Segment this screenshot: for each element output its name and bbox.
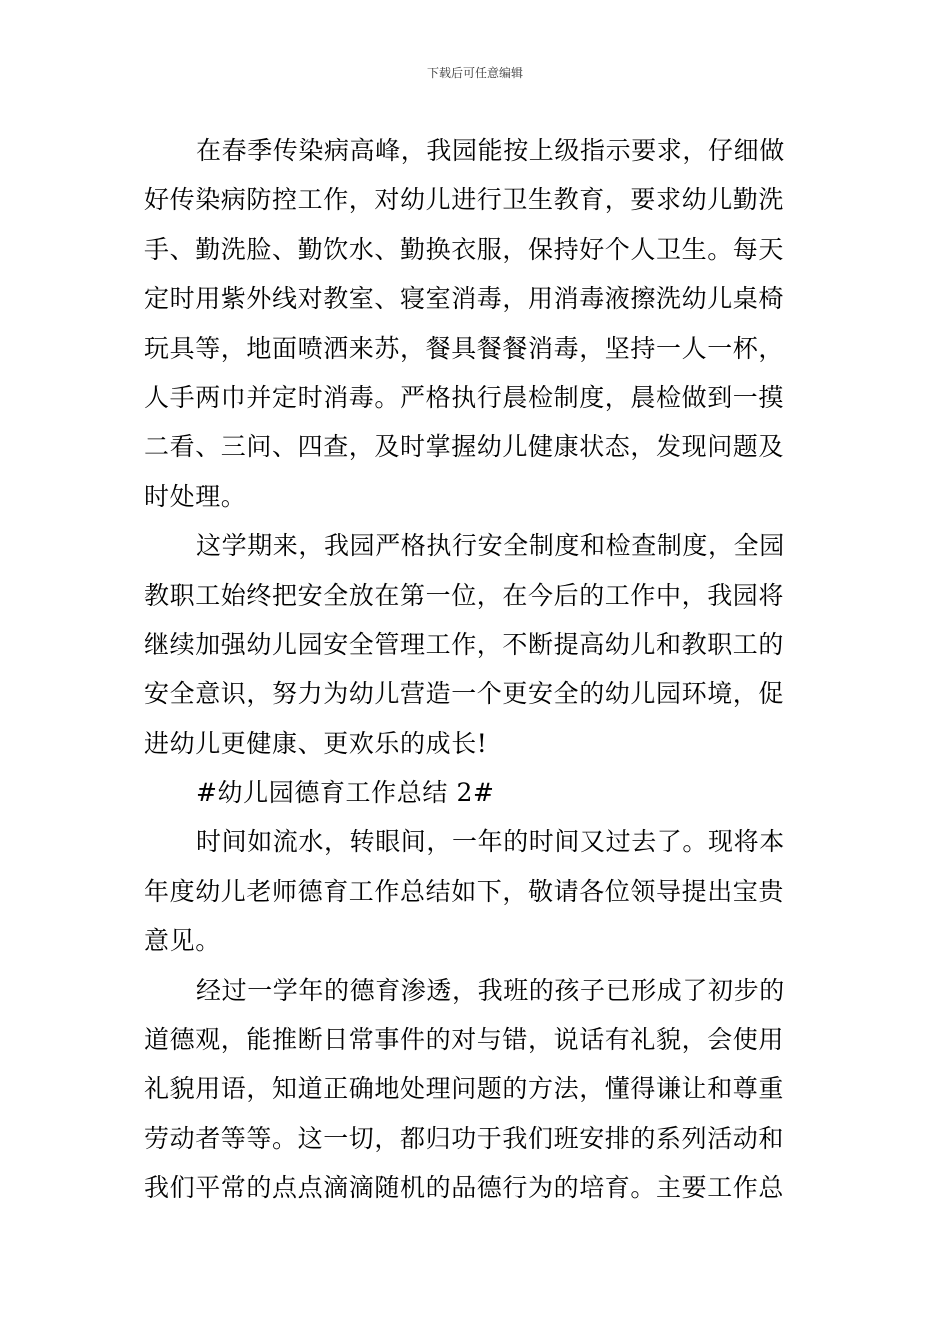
page-header-note: 下载后可任意编辑 <box>426 66 523 80</box>
paragraph-line: 安全意识，努力为幼儿营造一个更安全的幼儿园环境，促 <box>144 679 785 709</box>
paragraph-line: 道德观，能推断日常事件的对与错，说话有礼貌，会使用 <box>144 1025 785 1055</box>
paragraph-line: 劳动者等等。这一切，都归功于我们班安排的系列活动和 <box>144 1123 785 1153</box>
paragraph-line: 定时用紫外线对教室、寝室消毒，用消毒液擦洗幼儿桌椅 <box>144 284 785 314</box>
paragraph-line: 二看、三问、四查，及时掌握幼儿健康状态，发现问题及 <box>144 432 785 462</box>
paragraph-line: 在春季传染病高峰，我园能按上级指示要求，仔细做 <box>196 136 785 165</box>
paragraph-line: 继续加强幼儿园安全管理工作，不断提高幼儿和教职工的 <box>144 629 785 659</box>
paragraph-line: 年度幼儿老师德育工作总结如下，敬请各位领导提出宝贵 <box>144 876 785 906</box>
paragraph-line: 我们平常的点点滴滴随机的品德行为的培育。主要工作总 <box>144 1173 785 1203</box>
document-body <box>144 126 808 1213</box>
paragraph-line: 经过一学年的德育渗透，我班的孩子已形成了初步的 <box>196 975 785 1005</box>
paragraph-line: 这学期来，我园严格执行安全制度和检查制度，全园 <box>196 531 785 561</box>
paragraph-line: 人手两巾并定时消毒。严格执行晨检制度，晨检做到一摸 <box>144 382 785 412</box>
paragraph-line: 手、勤洗脸、勤饮水、勤换衣服，保持好个人卫生。每天 <box>144 234 785 264</box>
paragraph-line: 意见。 <box>144 926 221 956</box>
paragraph-line: 玩具等，地面喷洒来苏，餐具餐餐消毒，坚持一人一杯， <box>144 333 785 363</box>
paragraph-line: 进幼儿更健康、更欢乐的成长! <box>144 728 488 758</box>
paragraph-line: 时处理。 <box>144 481 247 511</box>
section-heading: #幼儿园德育工作总结 2# <box>196 778 495 808</box>
paragraph-line: 教职工始终把安全放在第一位，在今后的工作中，我园将 <box>144 580 785 610</box>
paragraph-line: 好传染病防控工作，对幼儿进行卫生教育，要求幼儿勤洗 <box>144 185 785 215</box>
paragraph-line: 礼貌用语，知道正确地处理问题的方法，懂得谦让和尊重 <box>144 1074 785 1104</box>
paragraph-line: 时间如流水，转眼间，一年的时间又过去了。现将本 <box>196 827 785 857</box>
